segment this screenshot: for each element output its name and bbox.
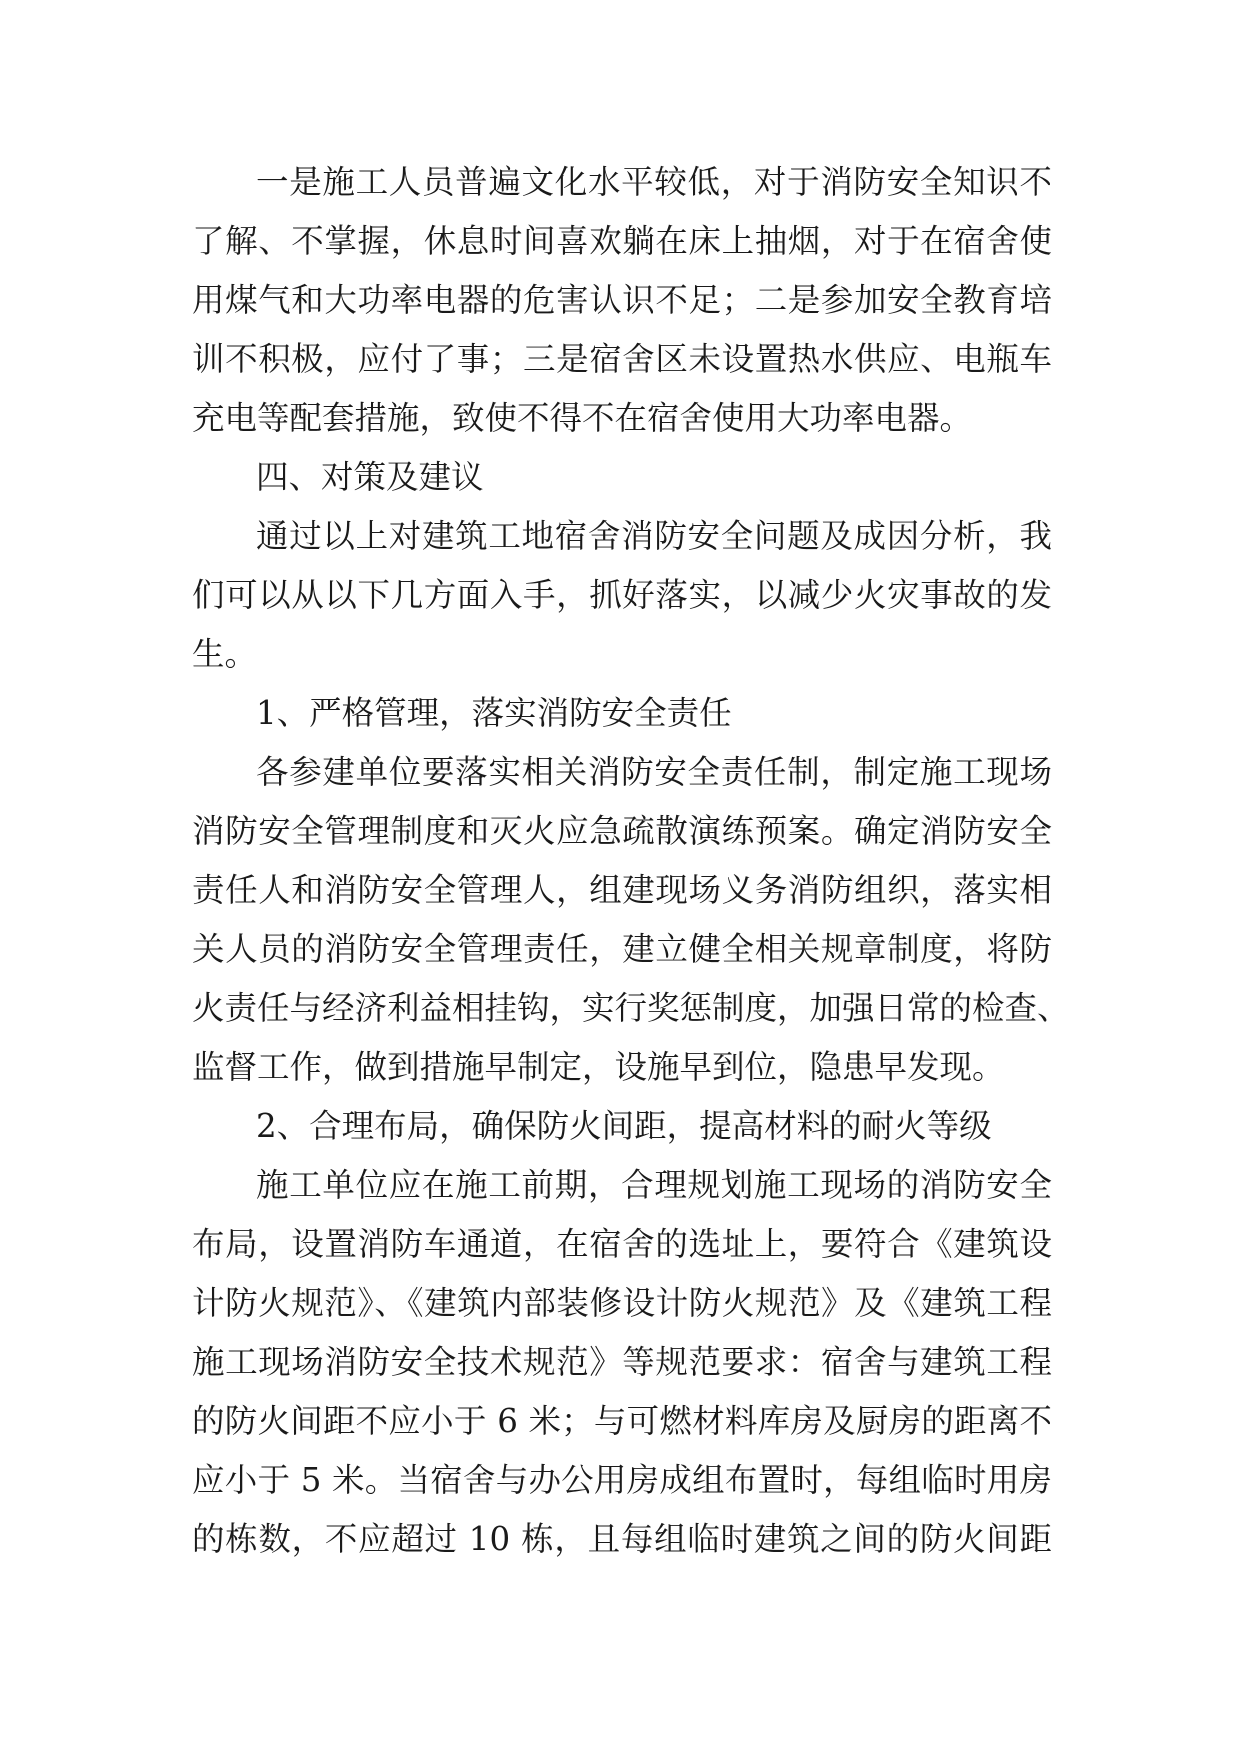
text-line: 布局，设置消防车通道，在宿舍的选址上，要符合《建筑设 [192,1225,1052,1263]
text-line: 各参建单位要落实相关消防安全责任制，制定施工现场 [256,753,1052,791]
text-line: 的防火间距不应小于 6 米；与可燃材料库房及厨房的距离不 [192,1402,1052,1440]
text-line: 责任人和消防安全管理人，组建现场义务消防组织，落实相 [192,871,1052,909]
text-line: 2、合理布局，确保防火间距，提高材料的耐火等级 [256,1107,992,1145]
text-line: 通过以上对建筑工地宿舍消防安全问题及成因分析，我 [256,517,1052,555]
text-line: 用煤气和大功率电器的危害认识不足；二是参加安全教育培 [192,281,1052,319]
text-line: 关人员的消防安全管理责任，建立健全相关规章制度，将防 [192,930,1052,968]
text-line: 四、对策及建议 [256,458,484,496]
text-line: 1、严格管理，落实消防安全责任 [256,694,732,732]
text-line: 应小于 5 米。当宿舍与办公用房成组布置时，每组临时用房 [192,1461,1052,1499]
text-line: 一是施工人员普遍文化水平较低，对于消防安全知识不 [256,163,1052,201]
text-line: 了解、不掌握，休息时间喜欢躺在床上抽烟，对于在宿舍使 [192,222,1052,260]
text-line: 计防火规范》、《建筑内部装修设计防火规范》及《建筑工程 [192,1284,1052,1322]
text-line: 火责任与经济利益相挂钩，实行奖惩制度，加强日常的检查、 [192,989,1070,1027]
text-line: 训不积极，应付了事；三是宿舍区未设置热水供应、电瓶车 [192,340,1052,378]
text-line: 生。 [192,635,258,673]
text-line: 施工单位应在施工前期，合理规划施工现场的消防安全 [256,1166,1052,1204]
document-body [192,153,1070,1569]
text-line: 们可以从以下几方面入手，抓好落实，以减少火灾事故的发 [192,576,1052,614]
text-line: 消防安全管理制度和灭火应急疏散演练预案。确定消防安全 [192,812,1052,850]
text-line: 的栋数，不应超过 10 栋，且每组临时建筑之间的防火间距 [192,1520,1052,1558]
text-line: 监督工作，做到措施早制定，设施早到位，隐患早发现。 [192,1048,1005,1086]
text-line: 施工现场消防安全技术规范》等规范要求：宿舍与建筑工程 [192,1343,1052,1381]
text-line: 充电等配套措施，致使不得不在宿舍使用大功率电器。 [192,399,973,437]
